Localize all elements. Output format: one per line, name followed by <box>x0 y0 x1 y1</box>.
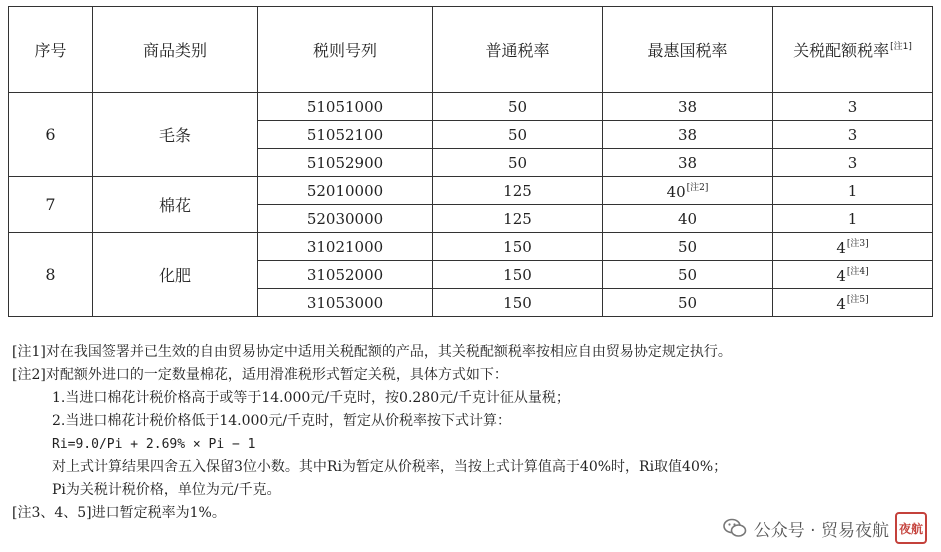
note-3-4-5: [注3、4、5]进口暂定税率为1%。 <box>12 505 226 521</box>
mfn-note: [注2] <box>686 183 709 193</box>
cell-mfn: 40 <box>603 205 773 233</box>
cell-code: 31021000 <box>258 233 433 261</box>
cell-general: 50 <box>433 149 603 177</box>
cell-quota-value: 4 <box>836 267 846 285</box>
header-general-rate: 普通税率 <box>433 7 603 93</box>
quota-note: [注4] <box>846 267 869 277</box>
quota-note: [注5] <box>846 295 869 305</box>
cell-code: 52010000 <box>258 177 433 205</box>
table-row <box>9 233 933 261</box>
header-quota-rate-label: 关税配额税率 <box>793 41 890 60</box>
cell-mfn: 50 <box>603 233 773 261</box>
cell-general: 125 <box>433 205 603 233</box>
cell-general: 50 <box>433 121 603 149</box>
footnotes <box>12 341 932 525</box>
tariff-table <box>8 6 933 317</box>
cell-mfn: 38 <box>603 149 773 177</box>
header-tariff-code: 税则号列 <box>258 7 433 93</box>
table-row <box>9 93 933 121</box>
cell-mfn <box>603 177 773 205</box>
cell-code: 51052900 <box>258 149 433 177</box>
quota-note: [注3] <box>846 239 869 249</box>
cell-code: 51051000 <box>258 93 433 121</box>
table-header-row <box>9 7 933 93</box>
note-2: [注2]对配额外进口的一定数量棉花，适用滑准税形式暂定关税，具体方式如下： <box>12 367 508 383</box>
cell-quota: 1 <box>773 205 933 233</box>
note-1: [注1]对在我国签署并已生效的自由贸易协定中适用关税配额的产品，其关税配额税率按相应自由贸易协定规定执行。 <box>12 344 732 360</box>
cell-code: 52030000 <box>258 205 433 233</box>
table-row <box>9 177 933 205</box>
header-mfn-rate: 最惠国税率 <box>603 7 773 93</box>
cell-quota <box>773 289 933 317</box>
cell-mfn: 38 <box>603 121 773 149</box>
formula: Ri=9.0/Pi + 2.69% × Pi − 1 <box>52 437 256 452</box>
cell-quota <box>773 233 933 261</box>
header-quota-rate <box>773 7 933 93</box>
note-2-explain-2: Pi为关税计税价格，单位为元/千克。 <box>52 482 281 498</box>
watermark-logo: 夜航 <box>895 512 927 544</box>
header-quota-note: [注1] <box>890 42 912 52</box>
cell-quota <box>773 261 933 289</box>
group-seq: 7 <box>9 177 93 233</box>
note-2-item-1: 1.当进口棉花计税价格高于或等于14.000元/千克时，按0.280元/千克计征从量税； <box>52 390 570 406</box>
cell-mfn: 50 <box>603 261 773 289</box>
header-category: 商品类别 <box>93 7 258 93</box>
cell-quota: 3 <box>773 93 933 121</box>
group-category: 毛条 <box>93 93 258 177</box>
cell-general: 150 <box>433 289 603 317</box>
group-category: 棉花 <box>93 177 258 233</box>
group-seq: 6 <box>9 93 93 177</box>
cell-quota: 3 <box>773 149 933 177</box>
note-2-item-2: 2.当进口棉花计税价格低于14.000元/千克时，暂定从价税率按下式计算： <box>52 413 512 429</box>
group-category: 化肥 <box>93 233 258 317</box>
cell-quota-value: 4 <box>836 239 846 257</box>
cell-code: 31053000 <box>258 289 433 317</box>
cell-code: 51052100 <box>258 121 433 149</box>
cell-mfn-value: 40 <box>666 183 686 201</box>
header-seq: 序号 <box>9 7 93 93</box>
cell-code: 31052000 <box>258 261 433 289</box>
wechat-icon <box>722 515 748 541</box>
cell-mfn: 38 <box>603 93 773 121</box>
watermark-text: 公众号 · 贸易夜航 <box>753 520 889 541</box>
group-seq: 8 <box>9 233 93 317</box>
cell-quota: 3 <box>773 121 933 149</box>
note-2-explain-1: 对上式计算结果四舍五入保留3位小数。其中Ri为暂定从价税率，当按上式计算值高于40%时，Ri取值40%； <box>52 459 728 475</box>
cell-general: 125 <box>433 177 603 205</box>
watermark <box>722 512 927 544</box>
cell-quota-value: 4 <box>836 295 846 313</box>
cell-general: 150 <box>433 261 603 289</box>
cell-general: 150 <box>433 233 603 261</box>
cell-quota: 1 <box>773 177 933 205</box>
cell-general: 50 <box>433 93 603 121</box>
cell-mfn: 50 <box>603 289 773 317</box>
